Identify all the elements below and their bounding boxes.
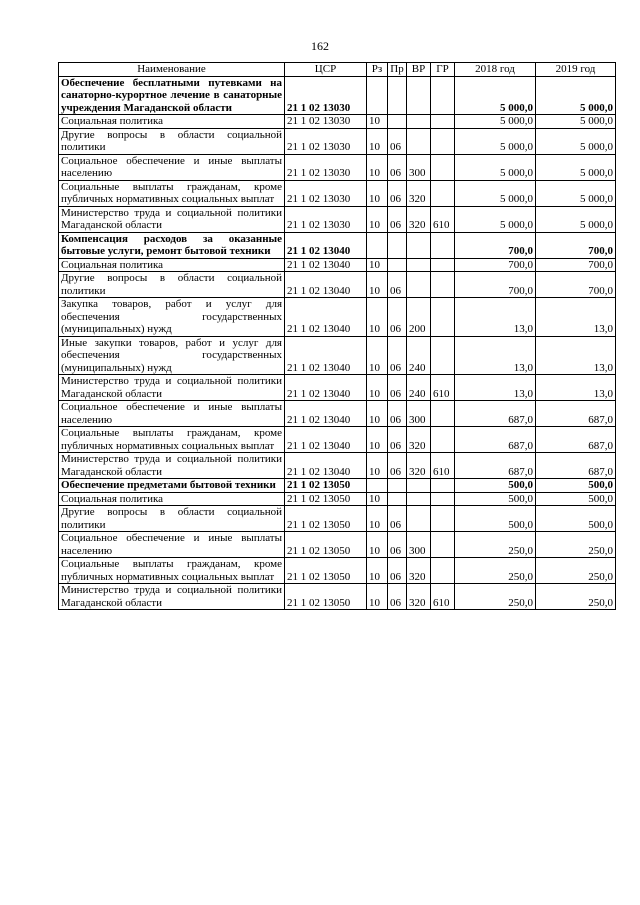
cell-rz: 10 [367, 532, 388, 558]
cell-csr: 21 1 02 13030 [285, 76, 367, 115]
cell-gr: 610 [431, 206, 455, 232]
cell-vr: 300 [407, 532, 431, 558]
cell-name: Другие вопросы в области социальной политики [59, 272, 285, 298]
cell-2019: 250,0 [536, 558, 616, 584]
cell-rz: 10 [367, 584, 388, 610]
header-gr: ГР [431, 63, 455, 77]
cell-vr [407, 76, 431, 115]
cell-2019: 5 000,0 [536, 154, 616, 180]
cell-name: Социальные выплаты гражданам, кроме публичных нормативных социальных выплат [59, 558, 285, 584]
table-row [59, 584, 616, 610]
cell-2018: 700,0 [455, 258, 536, 272]
cell-gr [431, 272, 455, 298]
cell-gr [431, 76, 455, 115]
cell-2019: 5 000,0 [536, 206, 616, 232]
cell-csr: 21 1 02 13030 [285, 128, 367, 154]
cell-csr: 21 1 02 13050 [285, 558, 367, 584]
cell-2018: 500,0 [455, 479, 536, 493]
cell-name: Обеспечение бесплатными путевками на санаторно-курортное лечение в санаторные учреждения Магаданской области [59, 76, 285, 115]
header-rz: Рз [367, 63, 388, 77]
cell-2018: 5 000,0 [455, 76, 536, 115]
cell-gr [431, 427, 455, 453]
cell-2018: 13,0 [455, 375, 536, 401]
cell-rz: 10 [367, 336, 388, 375]
table-row [59, 298, 616, 337]
cell-gr [431, 492, 455, 506]
cell-gr [431, 479, 455, 493]
cell-pr: 06 [388, 453, 407, 479]
cell-csr: 21 1 02 13050 [285, 492, 367, 506]
cell-gr: 610 [431, 453, 455, 479]
header-2018: 2018 год [455, 63, 536, 77]
cell-pr: 06 [388, 128, 407, 154]
budget-table [58, 62, 616, 610]
cell-2018: 5 000,0 [455, 206, 536, 232]
cell-pr: 06 [388, 427, 407, 453]
cell-2019: 5 000,0 [536, 115, 616, 129]
cell-name: Министерство труда и социальной политики Магаданской области [59, 453, 285, 479]
cell-name: Министерство труда и социальной политики Магаданской области [59, 584, 285, 610]
cell-rz: 10 [367, 558, 388, 584]
cell-pr: 06 [388, 401, 407, 427]
cell-name: Социальное обеспечение и иные выплаты населению [59, 532, 285, 558]
cell-gr [431, 298, 455, 337]
cell-rz: 10 [367, 180, 388, 206]
cell-vr [407, 232, 431, 258]
table-row [59, 558, 616, 584]
cell-rz: 10 [367, 128, 388, 154]
cell-pr [388, 492, 407, 506]
cell-vr: 300 [407, 401, 431, 427]
table-row [59, 427, 616, 453]
cell-csr: 21 1 02 13040 [285, 232, 367, 258]
cell-csr: 21 1 02 13040 [285, 298, 367, 337]
cell-name: Социальная политика [59, 492, 285, 506]
cell-pr [388, 479, 407, 493]
table-body [59, 76, 616, 610]
cell-2019: 5 000,0 [536, 76, 616, 115]
cell-name: Другие вопросы в области социальной политики [59, 506, 285, 532]
cell-pr: 06 [388, 298, 407, 337]
cell-name: Социальная политика [59, 258, 285, 272]
cell-csr: 21 1 02 13040 [285, 258, 367, 272]
cell-pr [388, 76, 407, 115]
cell-vr: 320 [407, 558, 431, 584]
cell-2019: 5 000,0 [536, 180, 616, 206]
table-header [59, 63, 616, 77]
cell-2018: 250,0 [455, 584, 536, 610]
cell-csr: 21 1 02 13030 [285, 180, 367, 206]
cell-name: Министерство труда и социальной политики Магаданской области [59, 206, 285, 232]
table-row [59, 272, 616, 298]
cell-csr: 21 1 02 13040 [285, 401, 367, 427]
table-row [59, 453, 616, 479]
cell-pr [388, 258, 407, 272]
cell-rz: 10 [367, 401, 388, 427]
cell-gr [431, 180, 455, 206]
cell-vr: 300 [407, 154, 431, 180]
cell-vr [407, 128, 431, 154]
cell-2018: 250,0 [455, 532, 536, 558]
cell-csr: 21 1 02 13050 [285, 532, 367, 558]
cell-2019: 250,0 [536, 532, 616, 558]
cell-name: Социальные выплаты гражданам, кроме публичных нормативных социальных выплат [59, 180, 285, 206]
cell-pr: 06 [388, 506, 407, 532]
cell-pr [388, 115, 407, 129]
cell-2019: 687,0 [536, 427, 616, 453]
page-number: 162 [311, 39, 329, 53]
cell-pr: 06 [388, 154, 407, 180]
cell-2019: 500,0 [536, 506, 616, 532]
cell-vr: 320 [407, 206, 431, 232]
cell-name: Социальное обеспечение и иные выплаты населению [59, 401, 285, 427]
cell-2019: 13,0 [536, 298, 616, 337]
cell-pr: 06 [388, 558, 407, 584]
cell-2019: 500,0 [536, 492, 616, 506]
cell-pr [388, 232, 407, 258]
cell-rz: 10 [367, 115, 388, 129]
table-row [59, 506, 616, 532]
cell-csr: 21 1 02 13030 [285, 206, 367, 232]
table-row [59, 206, 616, 232]
cell-gr: 610 [431, 584, 455, 610]
cell-vr [407, 479, 431, 493]
table-row [59, 76, 616, 115]
cell-2018: 13,0 [455, 336, 536, 375]
cell-csr: 21 1 02 13040 [285, 427, 367, 453]
header-2019: 2019 год [536, 63, 616, 77]
cell-vr [407, 258, 431, 272]
cell-2018: 687,0 [455, 453, 536, 479]
cell-2018: 5 000,0 [455, 180, 536, 206]
cell-2018: 13,0 [455, 298, 536, 337]
cell-2018: 687,0 [455, 427, 536, 453]
cell-2018: 5 000,0 [455, 128, 536, 154]
cell-rz: 10 [367, 272, 388, 298]
cell-rz: 10 [367, 375, 388, 401]
header-row [59, 63, 616, 77]
cell-2019: 687,0 [536, 401, 616, 427]
cell-vr: 320 [407, 453, 431, 479]
cell-rz [367, 76, 388, 115]
cell-gr [431, 258, 455, 272]
header-pr: Пр [388, 63, 407, 77]
cell-vr: 200 [407, 298, 431, 337]
cell-vr: 240 [407, 336, 431, 375]
cell-2019: 13,0 [536, 336, 616, 375]
cell-name: Другие вопросы в области социальной политики [59, 128, 285, 154]
cell-gr [431, 232, 455, 258]
cell-2018: 500,0 [455, 492, 536, 506]
cell-name: Иные закупки товаров, работ и услуг для обеспечения государственных (муниципальных) нужд [59, 336, 285, 375]
cell-2019: 250,0 [536, 584, 616, 610]
cell-2019: 13,0 [536, 375, 616, 401]
cell-gr [431, 506, 455, 532]
cell-2019: 5 000,0 [536, 128, 616, 154]
cell-rz: 10 [367, 453, 388, 479]
cell-name: Социальное обеспечение и иные выплаты населению [59, 154, 285, 180]
cell-pr: 06 [388, 272, 407, 298]
cell-name: Министерство труда и социальной политики Магаданской области [59, 375, 285, 401]
cell-name: Компенсация расходов за оказанные бытовые услуги, ремонт бытовой техники [59, 232, 285, 258]
cell-vr [407, 492, 431, 506]
cell-csr: 21 1 02 13030 [285, 154, 367, 180]
cell-vr [407, 506, 431, 532]
cell-gr: 610 [431, 375, 455, 401]
cell-rz: 10 [367, 427, 388, 453]
cell-name: Социальная политика [59, 115, 285, 129]
header-vr: ВР [407, 63, 431, 77]
cell-gr [431, 115, 455, 129]
table-row [59, 154, 616, 180]
cell-rz: 10 [367, 506, 388, 532]
cell-pr: 06 [388, 532, 407, 558]
cell-rz [367, 479, 388, 493]
header-csr: ЦСР [285, 63, 367, 77]
cell-2018: 700,0 [455, 232, 536, 258]
table-row [59, 375, 616, 401]
cell-rz: 10 [367, 154, 388, 180]
cell-2018: 700,0 [455, 272, 536, 298]
cell-2019: 700,0 [536, 272, 616, 298]
cell-pr: 06 [388, 206, 407, 232]
table-row [59, 336, 616, 375]
cell-vr: 240 [407, 375, 431, 401]
cell-2019: 700,0 [536, 258, 616, 272]
cell-gr [431, 558, 455, 584]
cell-vr: 320 [407, 427, 431, 453]
table-row [59, 479, 616, 493]
cell-gr [431, 128, 455, 154]
cell-name: Закупка товаров, работ и услуг для обеспечения государственных (муниципальных) нужд [59, 298, 285, 337]
cell-2019: 687,0 [536, 453, 616, 479]
cell-vr: 320 [407, 180, 431, 206]
cell-vr: 320 [407, 584, 431, 610]
table-row [59, 532, 616, 558]
table-row [59, 401, 616, 427]
cell-rz: 10 [367, 298, 388, 337]
cell-pr: 06 [388, 336, 407, 375]
cell-csr: 21 1 02 13040 [285, 375, 367, 401]
cell-rz [367, 232, 388, 258]
cell-2018: 500,0 [455, 506, 536, 532]
table-row [59, 115, 616, 129]
cell-vr [407, 272, 431, 298]
cell-2018: 687,0 [455, 401, 536, 427]
cell-csr: 21 1 02 13030 [285, 115, 367, 129]
cell-rz: 10 [367, 492, 388, 506]
table-row [59, 128, 616, 154]
cell-csr: 21 1 02 13040 [285, 272, 367, 298]
cell-name: Социальные выплаты гражданам, кроме публичных нормативных социальных выплат [59, 427, 285, 453]
cell-pr: 06 [388, 584, 407, 610]
table-row [59, 258, 616, 272]
cell-gr [431, 154, 455, 180]
cell-pr: 06 [388, 375, 407, 401]
cell-2018: 250,0 [455, 558, 536, 584]
cell-gr [431, 532, 455, 558]
cell-csr: 21 1 02 13050 [285, 479, 367, 493]
cell-gr [431, 336, 455, 375]
cell-name: Обеспечение предметами бытовой техники [59, 479, 285, 493]
table-row [59, 180, 616, 206]
cell-csr: 21 1 02 13050 [285, 506, 367, 532]
table-row [59, 232, 616, 258]
table-row [59, 492, 616, 506]
cell-csr: 21 1 02 13040 [285, 336, 367, 375]
cell-pr: 06 [388, 180, 407, 206]
cell-rz: 10 [367, 258, 388, 272]
cell-2019: 500,0 [536, 479, 616, 493]
cell-gr [431, 401, 455, 427]
cell-csr: 21 1 02 13050 [285, 584, 367, 610]
cell-2019: 700,0 [536, 232, 616, 258]
header-name: Наименование [59, 63, 285, 77]
cell-csr: 21 1 02 13040 [285, 453, 367, 479]
cell-2018: 5 000,0 [455, 154, 536, 180]
cell-2018: 5 000,0 [455, 115, 536, 129]
cell-rz: 10 [367, 206, 388, 232]
cell-vr [407, 115, 431, 129]
